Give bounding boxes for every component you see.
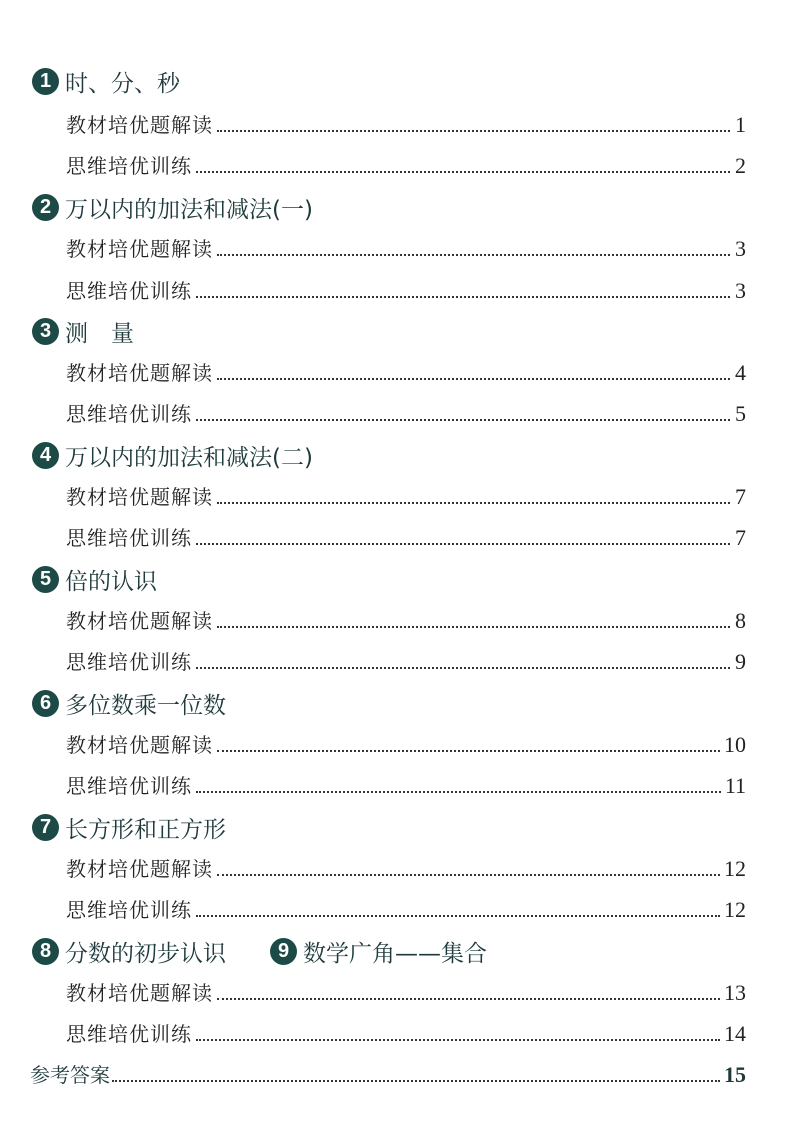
toc-entry[interactable]	[66, 645, 746, 675]
page-number: 7	[735, 525, 746, 550]
dot-leader	[196, 667, 730, 669]
toc-entry[interactable]	[66, 274, 746, 304]
page-number: 3	[735, 278, 746, 303]
answers-label: 参考答案	[30, 1063, 110, 1087]
dot-leader	[196, 1039, 720, 1041]
toc-entry[interactable]	[66, 1017, 746, 1047]
chapter-title: 数学广角——集合	[303, 940, 487, 967]
dot-leader	[217, 750, 720, 752]
chapter-2-heading[interactable]	[32, 192, 313, 222]
chapter-number-badge: 9	[270, 938, 297, 965]
dot-leader	[196, 791, 721, 793]
chapter-6-heading[interactable]	[32, 688, 226, 718]
dot-leader	[217, 378, 730, 380]
entry-label: 思维培优训练	[66, 154, 192, 178]
dot-leader	[217, 130, 730, 132]
toc-entry[interactable]	[66, 108, 746, 138]
entry-label: 思维培优训练	[66, 650, 192, 674]
entry-label: 教材培优题解读	[66, 609, 213, 633]
entry-label: 教材培优题解读	[66, 485, 213, 509]
page-number: 1	[735, 112, 746, 137]
page-number: 14	[724, 1021, 746, 1046]
page-number: 12	[724, 897, 746, 922]
page-number: 11	[724, 773, 746, 798]
chapter-4-heading[interactable]	[32, 440, 313, 470]
page-number: 7	[735, 484, 746, 509]
entry-label: 思维培优训练	[66, 774, 192, 798]
toc-entry[interactable]	[66, 232, 746, 262]
dot-leader	[217, 626, 730, 628]
toc-entry[interactable]	[66, 521, 746, 551]
entry-label: 思维培优训练	[66, 526, 192, 550]
dot-leader	[217, 998, 720, 1000]
chapter-number-badge: 6	[32, 690, 59, 717]
chapter-5-heading[interactable]	[32, 564, 157, 594]
dot-leader	[217, 874, 720, 876]
dot-leader	[196, 171, 730, 173]
chapter-number-badge: 2	[32, 194, 59, 221]
dot-leader	[217, 254, 730, 256]
entry-label: 思维培优训练	[66, 402, 192, 426]
answers-entry[interactable]	[30, 1058, 746, 1088]
toc-entry[interactable]	[66, 480, 746, 510]
chapter-title: 测 量	[65, 320, 134, 347]
dot-leader	[196, 543, 730, 545]
dot-leader	[196, 915, 720, 917]
page-number: 8	[735, 608, 746, 633]
entry-label: 思维培优训练	[66, 279, 192, 303]
entry-label: 教材培优题解读	[66, 113, 213, 137]
toc-entry[interactable]	[66, 769, 746, 799]
chapter-title: 万以内的加法和减法(一)	[65, 196, 313, 223]
chapter-8-9-heading	[32, 936, 487, 966]
toc-entry[interactable]	[66, 356, 746, 386]
page-number: 10	[724, 732, 746, 757]
answers-page-number: 15	[724, 1062, 746, 1087]
toc-entry[interactable]	[66, 852, 746, 882]
chapter-number-badge: 8	[32, 938, 59, 965]
toc-entry[interactable]	[66, 976, 746, 1006]
dot-leader	[217, 502, 730, 504]
chapter-9-group[interactable]	[270, 935, 487, 968]
toc-entry[interactable]	[66, 893, 746, 923]
dot-leader	[196, 419, 730, 421]
entry-label: 思维培优训练	[66, 898, 192, 922]
page-number: 3	[735, 236, 746, 261]
chapter-title: 时、分、秒	[65, 70, 180, 97]
chapter-1-heading[interactable]	[32, 66, 180, 96]
page-number: 2	[735, 153, 746, 178]
toc-entry[interactable]	[66, 728, 746, 758]
toc-entry[interactable]	[66, 604, 746, 634]
entry-label: 教材培优题解读	[66, 857, 213, 881]
entry-label: 教材培优题解读	[66, 237, 213, 261]
page-number: 13	[724, 980, 746, 1005]
chapter-number-badge: 1	[32, 68, 59, 95]
chapter-title: 万以内的加法和减法(二)	[65, 444, 313, 471]
chapter-number-badge: 5	[32, 566, 59, 593]
chapter-3-heading[interactable]	[32, 316, 134, 346]
toc-entry[interactable]	[66, 397, 746, 427]
entry-label: 教材培优题解读	[66, 733, 213, 757]
page-number: 9	[735, 649, 746, 674]
entry-label: 教材培优题解读	[66, 361, 213, 385]
dot-leader	[196, 296, 730, 298]
chapter-title: 多位数乘一位数	[65, 692, 226, 719]
page-number: 5	[735, 401, 746, 426]
chapter-number-badge: 3	[32, 318, 59, 345]
entry-label: 教材培优题解读	[66, 981, 213, 1005]
chapter-title: 倍的认识	[65, 568, 157, 595]
chapter-7-heading[interactable]	[32, 812, 226, 842]
chapter-title: 分数的初步认识	[65, 940, 226, 967]
chapter-number-badge: 7	[32, 814, 59, 841]
dot-leader	[112, 1080, 720, 1082]
chapter-title: 长方形和正方形	[65, 816, 226, 843]
toc-entry[interactable]	[66, 149, 746, 179]
page-number: 12	[724, 856, 746, 881]
entry-label: 思维培优训练	[66, 1022, 192, 1046]
chapter-8-group[interactable]	[32, 935, 226, 968]
page-number: 4	[735, 360, 746, 385]
chapter-number-badge: 4	[32, 442, 59, 469]
